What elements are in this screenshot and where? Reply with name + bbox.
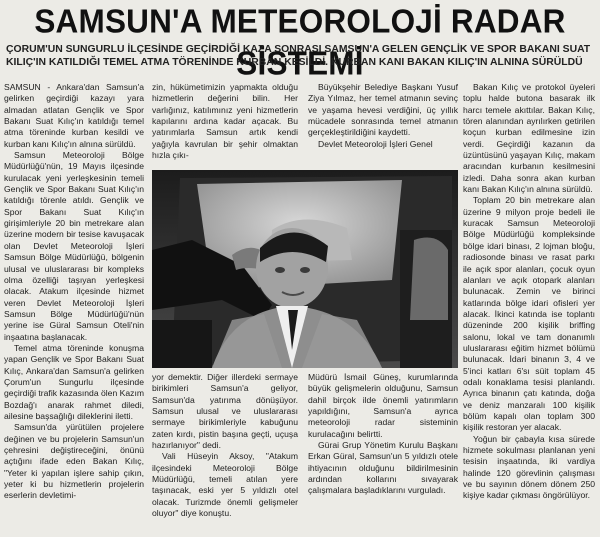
paragraph: Gürai Grup Yönetim Kurulu Başkanı Erkan Güral, Samsun'un 5 yıldızlı otele ihtiyacının olduğunu bildirilmesinin ardından kollarını sıvayarak çalışmalara başladıklarını vurguladı. [308,440,458,496]
paragraph: Devlet Meteoroloji İşleri Genel [318,138,433,149]
headline: SAMSUN'A METEOROLOJİ RADAR SİSTEMİ [34,2,566,82]
paragraph: yor demektir. Diğer illerdeki sermaye birikimleri Samsun'a geliyor, Samsun'da yatırıma dönüşüyor. Samsun ulusal ve uluslararası sermaye birikimleriyle kabuğunu zaten kırdı, pistin başına geçti, uçuşa hazırlanıyor" dedi. [152,372,298,451]
paragraph: Büyükşehir Belediye Başkanı Yusuf Ziya Yılmaz, her temel atmanın sevinç ve yaşama hevesi verdiğini, üç yıllık mücadele sonrasında temel atmanın gerçekleştirildiğini kaydetti. [308,82,458,138]
paragraph: Vali Hüseyin Aksoy, "Atakum ilçesindeki Meteoroloji Bölge Müdürlüğü, temeli atılan yere taşınacak, eski yer 5 yıldızlı otel olacak. Turizmde önemli gelişmeler oluyor" diye konuştu. [152,451,298,519]
paragraph: Bakan Kılıç ve protokol üyeleri toplu halde butona basarak ilk harcı temele akıttılar. Bakan Kılıç, tören alanından ayrılırken getirilen koçun kurban edilmesine izin verdi. Geçirdiği kazanın da üzüntüsünü yaşayan Kılıç, makam aracından kurbanın kesilmesini izledi. Daha sonra akan kurban kanı Bakan Kılıç'ın alnına sürüldü. [463,82,595,195]
paragraph: SAMSUN - Ankara'dan Samsun'a gelirken geçirdiği kazayı yara almadan atlatan Gençlik ve Spor Bakanı Suat Kılıç'ın katıldığı temel atma töreninde kurban kesildi ve kurban kanı Kılıç'ın alnına sürüldü. [4,82,144,149]
paragraph: Temel atma töreninde konuşma yapan Gençlik ve Spor Bakanı Suat Kılıç, Ankara'dan Samsun'a gelirken Çorum'un Sungurlu ilçesinde geçirdiği trafik kazasında ölen Kazım Bozdağ'ı anarak rahmet diledi, ailesine başsağlığı dileklerini iletti. [4,342,144,421]
article-column-3-bottom [308,372,458,534]
article-column-2-bottom [152,372,298,534]
subheadline: ÇORUM'UN SUNGURLU İLÇESİNDE GEÇİRDİĞİ KAZA SONRASI SAMSUN'A GELEN GENÇLİK VE SPOR BAKANI SUAT KILIÇ'IN KATILDIĞI TEMEL ATMA TÖRENİNDE KURBAN KESİLDİ. KURBAN KANI BAKAN KILIÇ'IN ALNINA SÜRÜLDÜ [6,44,591,68]
article-column-3-top [308,82,458,174]
article-column-1 [4,82,144,534]
news-photo-minister-in-car [152,170,458,368]
paragraph: Yoğun bir çabayla kısa sürede hizmete sokulması planlanan yeni tesisin inşaatında, iki vardiya halinde 120 görevlinin çalışması ve bu sayının dönem dönem 250 kişiye kadar çıkması öngörülüyor. [463,433,595,501]
paragraph: Toplam 20 bin metrekare alan üzerine 9 milyon proje bedeli ile kuracak Samsun Meteoroloji Bölge Müdürlüğü kompleksinde bölge idari binası, 2 lojman bloğu, radiosonde binası ve rasat parkı ile açık spor alanları, çocuk oyun alanları ve açık otopark alanları bulunacak. Zemin ve birinci katlarında bölge idari ofisleri yer alacak. İkinci katında ise toplantı düzeninde 200 kişilik briffing salonu, lokal ve tam donanımlı uluslararası eğitim hizmet bölümü bulunacak. İdari binanın 3, 4 ve 5'inci katları 6'sı süit toplam 45 odalı konaklama tesisi planlandı. Ayrıca binanın çatı katında, doğa ve deniz manzaralı 100 kişilik bölüm kapalı olan toplam 300 kişilik restoran yer alacak. [463,195,595,433]
photo-illustration [152,170,458,368]
paragraph: Samsun Meteoroloji Bölge Müdürlüğü'nün, 19 Mayıs ilçesinde kurulacak yeni yerleşkesinin temeli Gençlik ve Spor Bakanı Suat Kılıç'ın katıldığı törenle atıldı. Gençlik ve Spor Bakanı Suat Kılıç'ın girişimleriyle 20 bin metrekare alan üzerine modern bir tesise kavuşacak olan Devlet Meteoroloji İşleri Samsun Bölge Müdürlüğü, bölgenin ulusal ve uluslararası bir kompleks olma özelliği taşıyan yerleşkesi olacak. Atakum ilçesinde hizmet veren Devlet Meteoroloji İşleri Samsun Bölge Müdürlüğü'nün yerine ise Güral Samsun Oteli'nin inşaatına başlanacak. [4,150,144,342]
article-column-2-top [152,82,298,174]
article-column-4 [463,82,595,534]
paragraph: zin, hükümetimizin yapmakta olduğu hizmetlerin değerini bilin. Her varlığınız, katılımınız yeni hizmetlerin kapılarını ardına kadar açacak. Bu yatırımlarla Samsun artık kendi yağıyla kavrulan bir şehir olmaktan hızla çıkı- [152,82,298,161]
paragraph: Samsun'da yürütülen projelere değinen ve bu projelerin Samsun'un çehresini değiştireceğini, önünü açtığını ifade eden Bakan Kılıç, "Yeter ki yapılan işlere sahip çıkın, yeter ki bu hizmetlerin projelerin eserlerin devletimi- [4,422,144,501]
paragraph: Müdürü İsmail Güneş, kurumlarında büyük gelişmelerin olduğunu, Samsun dahil birçok ilde önemli yatırımların yapıldığını, Samsun'a ayrıca meteoroloji radar sisteminin kurulacağını belirtti. [308,372,458,439]
